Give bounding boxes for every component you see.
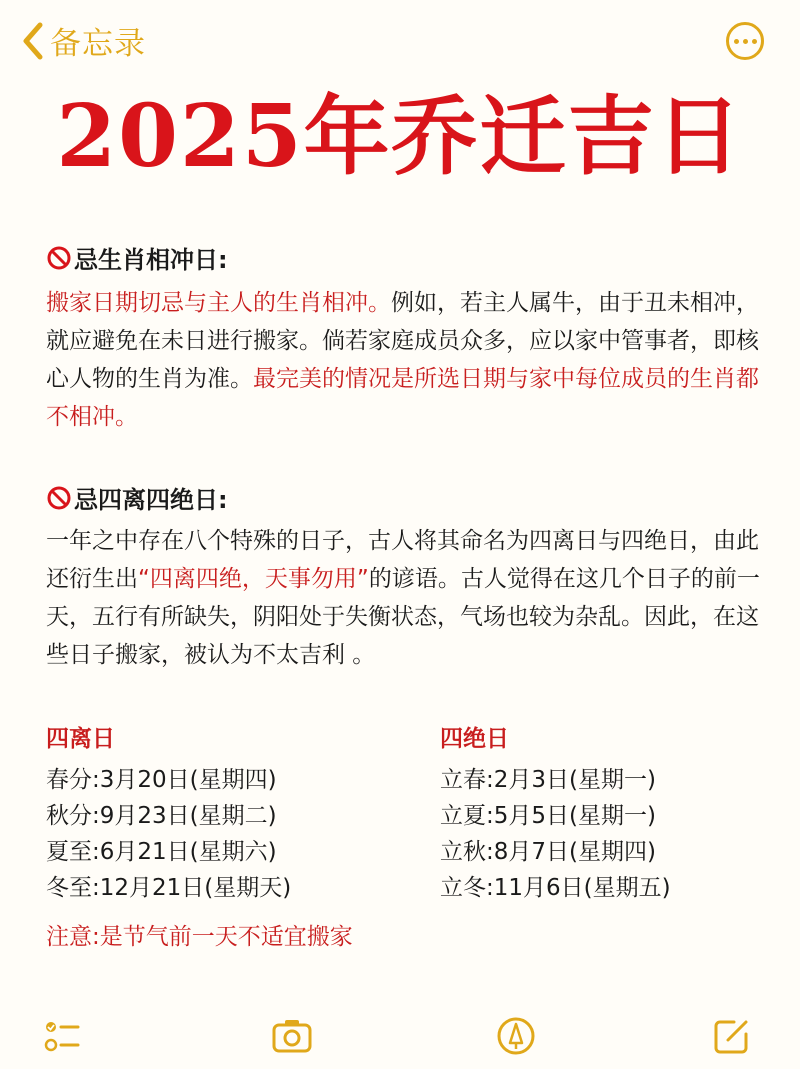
- paragraph-text: 例如，若主人属牛，由于丑未相冲，就应避免在未日进行搬家。倘若家庭成员众多，应以家中管事者，即核心人物的生肖为准。: [46, 290, 759, 392]
- back-button[interactable]: [22, 18, 146, 63]
- list-item: 立冬:11月6日(星期五): [440, 875, 671, 901]
- sili-list: [46, 762, 291, 906]
- page-title: 2025年乔迁吉日: [56, 86, 744, 187]
- paragraph-red-text: 最完美的情况是所选日期与家中每位成员的生肖都不相冲。: [46, 366, 759, 430]
- list-item: 春分:3月20日(星期四): [46, 767, 277, 793]
- section-heading-text: 忌生肖相冲日:: [74, 246, 228, 274]
- sijue-list: [440, 762, 671, 906]
- compose-icon[interactable]: [710, 1014, 754, 1058]
- markup-pen-icon[interactable]: [494, 1014, 538, 1058]
- section-heading-sili-sijue: [46, 480, 228, 515]
- paragraph-sili-sijue: [46, 522, 766, 674]
- list-item: 秋分:9月23日(星期二): [46, 803, 277, 829]
- top-bar: [0, 0, 800, 80]
- paragraph-text: 一年之中存在八个特殊的日子，古人将其命名为四离日与四绝日，由此还衍生出: [46, 528, 759, 592]
- list-item: 立秋:8月7日(星期四): [440, 839, 656, 865]
- list-item: 夏至:6月21日(星期六): [46, 839, 277, 865]
- prohibited-icon: [46, 245, 72, 271]
- checklist-icon[interactable]: [40, 1014, 84, 1058]
- prohibited-icon: [46, 485, 72, 511]
- note-text: 注意:是节气前一天不适宜搬家: [46, 924, 353, 950]
- camera-icon[interactable]: [270, 1014, 314, 1058]
- proverb-quote: “四离四绝，天事勿用”: [138, 566, 369, 592]
- section-heading-zodiac: [46, 240, 228, 275]
- list-item: 立夏:5月5日(星期一): [440, 803, 656, 829]
- paragraph-text: 的谚语。古人觉得在这几个日子的前一天，五行有所缺失，阴阳处于失衡状态，气场也较为杂乱。因此，在这些日子搬家，被认为不太吉利 。: [46, 566, 760, 668]
- paragraph-zodiac: [46, 284, 766, 436]
- sijue-title: 四绝日: [440, 726, 509, 752]
- sili-title: 四离日: [46, 726, 115, 752]
- list-item: 立春:2月3日(星期一): [440, 767, 656, 793]
- chevron-left-icon: [22, 22, 44, 60]
- paragraph-red-text: 搬家日期切忌与主人的生肖相冲。: [46, 290, 391, 316]
- more-icon[interactable]: [726, 22, 764, 60]
- back-label: 备忘录: [50, 26, 146, 62]
- section-heading-text: 忌四离四绝日:: [74, 486, 228, 514]
- list-item: 冬至:12月21日(星期天): [46, 875, 292, 901]
- bottom-toolbar: [0, 1008, 800, 1063]
